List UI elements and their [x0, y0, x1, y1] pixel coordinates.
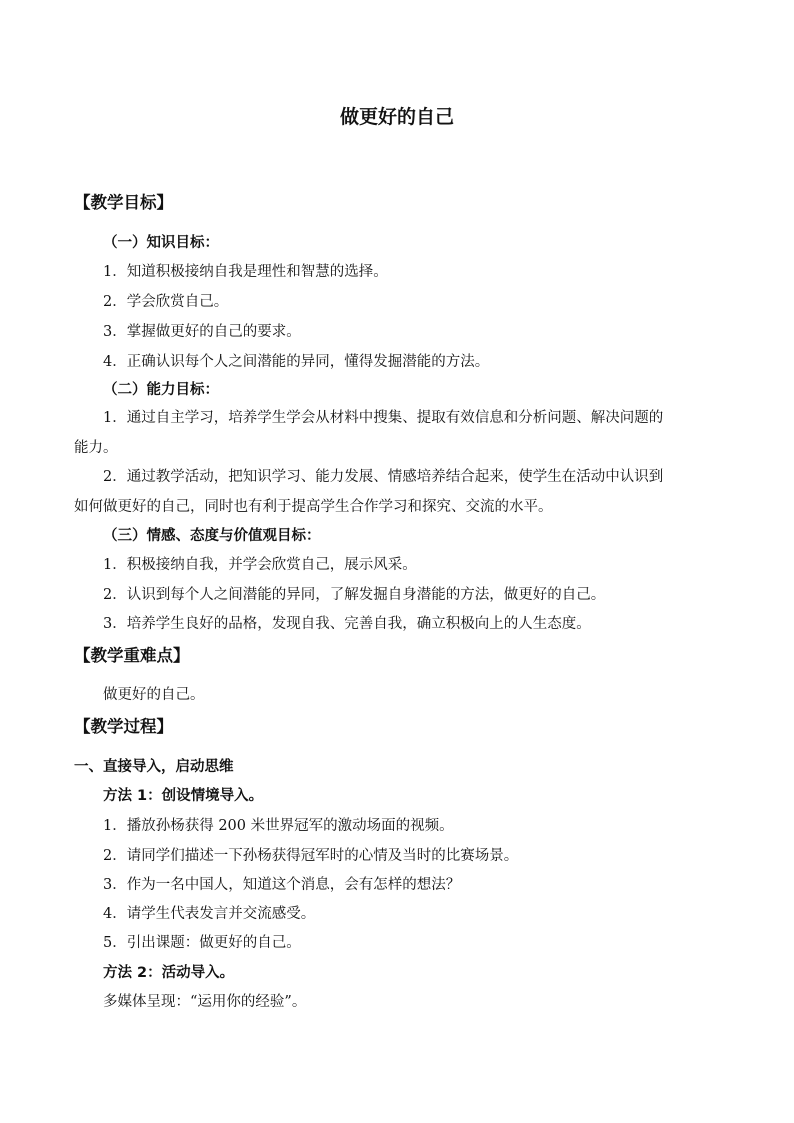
method-1-item-5: 5．引出课题：做更好的自己。: [103, 935, 301, 951]
method-1-item-3: 3．作为一名中国人，知道这个消息，会有怎样的想法？: [103, 877, 461, 893]
emotion-objectives-heading: （三）情感、态度与价值观目标：: [103, 528, 321, 544]
method-2-heading: 方法 2：活动导入。: [103, 965, 235, 981]
key-points-text: 做更好的自己。: [103, 687, 205, 703]
ability-item-2-line-1: 2．通过教学活动，把知识学习、能力发展、情感培养结合起来，使学生在活动中认识到: [103, 469, 664, 485]
document-title: 做更好的自己: [339, 106, 454, 128]
objectives-heading: 【教学目标】: [74, 193, 173, 212]
knowledge-objectives-heading: （一）知识目标：: [103, 235, 219, 251]
knowledge-item-4: 4．正确认识每个人之间潜能的异同，懂得发掘潜能的方法。: [103, 354, 490, 370]
section-1-heading: 一、直接导入，启动思维: [74, 759, 234, 775]
method-1-item-1: 1．播放孙杨获得 200 米世界冠军的激动场面的视频。: [103, 818, 454, 834]
ability-item-2-line-2: 如何做更好的自己，同时也有利于提高学生合作学习和探究、交流的水平。: [74, 499, 553, 515]
ability-item-1-line-2: 能力。: [74, 440, 118, 456]
method-2-text: 多媒体呈现：“运用你的经验”。: [103, 994, 307, 1010]
knowledge-item-3: 3．掌握做更好的自己的要求。: [103, 324, 301, 340]
knowledge-item-2: 2．学会欣赏自己。: [103, 294, 229, 310]
ability-item-1-line-1: 1．通过自主学习，培养学生学会从材料中搜集、提取有效信息和分析问题、解决问题的: [103, 410, 664, 426]
knowledge-item-1: 1．知道积极接纳自我是理性和智慧的选择。: [103, 264, 388, 280]
emotion-item-3: 3．培养学生良好的品格，发现自我、完善自我，确立积极向上的人生态度。: [103, 616, 591, 632]
emotion-item-2: 2．认识到每个人之间潜能的异同，了解发掘自身潜能的方法，做更好的自己。: [103, 587, 606, 603]
emotion-item-1: 1．积极接纳自我，并学会欣赏自己，展示风采。: [103, 557, 417, 573]
method-1-item-2: 2．请同学们描述一下孙杨获得冠军时的心情及当时的比赛场景。: [103, 848, 519, 864]
key-points-heading: 【教学重难点】: [74, 646, 190, 665]
process-heading: 【教学过程】: [74, 717, 173, 736]
method-1-item-4: 4．请学生代表发言并交流感受。: [103, 906, 316, 922]
ability-objectives-heading: （二）能力目标：: [103, 382, 219, 398]
method-1-heading: 方法 1：创设情境导入。: [103, 788, 264, 804]
